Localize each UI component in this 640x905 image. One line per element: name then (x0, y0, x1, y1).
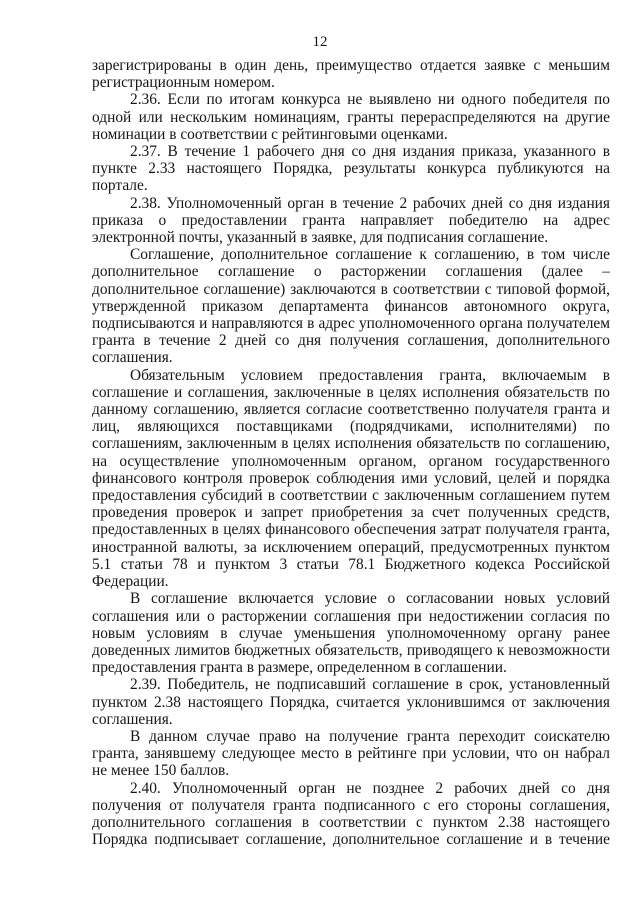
paragraph-grant-transfer: В данном случае право на получение гранта переходит соискателю гранта, занявшему следующее место в рейтинге при условии, что он набрал не менее 150 баллов. (92, 727, 610, 780)
paragraph-2-39: 2.39. Победитель, не подписавший соглашение в срок, установленный пунктом 2.38 настоящего Порядка, считается уклонившимся от заключения соглашения. (92, 676, 610, 728)
paragraph-2-37: 2.37. В течение 1 рабочего дня со дня издания приказа, указанного в пункте 2.33 настоящего Порядка, результаты конкурса публикуются на портале. (92, 143, 610, 195)
paragraph-mandatory-condition: Обязательным условием предоставления гранта, включаемым в соглашение и соглашения, заключенные в целях исполнения обязательств по данному соглашению, является согласие соответственно получателя гранта и лиц, являющихся поставщиками (подрядчиками, исполнителями) по соглашениям, заключенным в целях исполнения обязательств по соглашению, на осуществление уполномоченным органом, органом государственного финансового контроля проверок соблюдения ими условий, целей и порядка предоставления субсидий в соответствии с заключенным соглашением путем проведения проверок и запрет приобретения за счет полученных средств, предоставленных в целях финансового обеспечения затрат получателя гранта, иностранной валюты, за исключением операций, предусмотренных пунктом 5.1 статьи 78 и пунктом 3 статьи 78.1 Бюджетного кодекса Российской Федерации. (92, 366, 610, 591)
paragraph-2-36: 2.36. Если по итогам конкурса не выявлено ни одного победителя по одной или нескольким номинациям, гранты перераспределяются на другие номинации в соответствии с рейтинговыми оценками. (92, 91, 610, 143)
document-body (92, 57, 610, 848)
paragraph-agreement-condition: В соглашение включается условие о согласовании новых условий соглашения или о расторжении соглашения при недостижении согласия по новым условиям в случае уменьшения уполномоченному органу ранее доведенных лимитов бюджетных обязательств, приводящего к невозможности предоставления гранта в размере, определенном в соглашении. (92, 590, 610, 677)
page-number: 12 (312, 34, 328, 50)
paragraph-continuation: зарегистрированы в один день, преимущество отдается заявке с меньшим регистрационным номером. (92, 57, 610, 92)
paragraph-2-40: 2.40. Уполномоченный орган не позднее 2 рабочих дней со дня получения от получателя гранта подписанного с его стороны соглашения, дополнительного соглашения в соответствии с пунктом 2.38 настоящего Порядка подписывает соглашение, дополнительное соглашение и в течение (92, 779, 610, 849)
paragraph-agreement-forms: Соглашение, дополнительное соглашение к соглашению, в том числе дополнительное соглашение о расторжении соглашения (далее – дополнительное соглашение) заключаются в соответствии с типовой формой, утвержденной приказом департамента финансов автономного округа, подписываются и направляются в адрес уполномоченного органа получателем гранта в течение 2 дней со дня получения соглашения, дополнительного соглашения. (92, 246, 610, 367)
paragraph-2-38: 2.38. Уполномоченный орган в течение 2 рабочих дней со дня издания приказа о предоставлении гранта направляет победителю на адрес электронной почты, указанный в заявке, для подписания соглашение. (92, 194, 610, 247)
